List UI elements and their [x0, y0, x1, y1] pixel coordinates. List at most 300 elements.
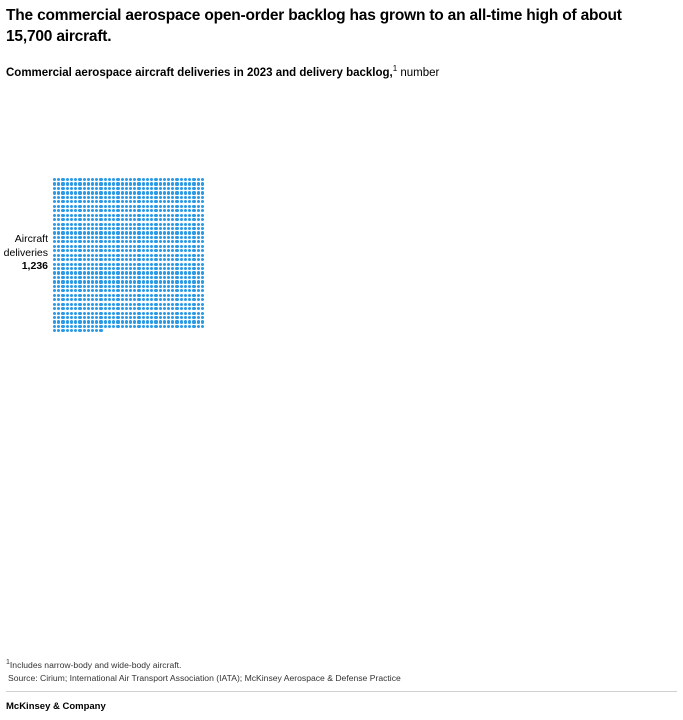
dot-unit	[87, 196, 90, 199]
dot-unit	[116, 187, 119, 190]
dot-unit	[163, 258, 166, 261]
dot-unit	[142, 254, 145, 257]
dot-unit	[83, 276, 86, 279]
dot-unit	[57, 191, 60, 194]
dot-unit	[201, 245, 204, 248]
chart-subtitle	[6, 66, 666, 81]
dot-unit	[108, 271, 111, 274]
dot-unit	[53, 289, 56, 292]
dot-unit	[171, 200, 174, 203]
dot-unit	[201, 267, 204, 270]
dot-unit	[70, 316, 73, 319]
dot-unit	[133, 227, 136, 230]
dot-unit	[175, 249, 178, 252]
dot-unit	[192, 312, 195, 315]
dot-unit	[137, 218, 140, 221]
dot-unit	[171, 285, 174, 288]
dot-unit	[91, 312, 94, 315]
dot-unit	[112, 271, 115, 274]
dot-unit	[142, 263, 145, 266]
dot-unit	[137, 178, 140, 181]
dot-unit	[121, 178, 124, 181]
dot-unit	[87, 285, 90, 288]
dot-unit	[192, 267, 195, 270]
dot-unit	[83, 329, 86, 332]
dot-unit	[142, 182, 145, 185]
dot-unit	[57, 294, 60, 297]
dot-unit	[116, 223, 119, 226]
dot-unit	[57, 209, 60, 212]
dot-unit	[201, 231, 204, 234]
dot-unit	[197, 196, 200, 199]
dot-unit	[175, 223, 178, 226]
dot-unit	[74, 200, 77, 203]
dot-unit	[129, 320, 132, 323]
dot-unit	[159, 289, 162, 292]
dot-unit	[108, 187, 111, 190]
dot-unit	[108, 312, 111, 315]
dot-unit	[142, 303, 145, 306]
dot-unit	[87, 178, 90, 181]
dot-unit	[104, 320, 107, 323]
dot-unit	[188, 205, 191, 208]
dot-unit	[87, 245, 90, 248]
dot-unit	[180, 312, 183, 315]
dot-unit	[167, 214, 170, 217]
dot-unit	[180, 316, 183, 319]
dot-unit	[57, 196, 60, 199]
dot-unit	[184, 303, 187, 306]
dot-unit	[171, 205, 174, 208]
dot-unit	[133, 187, 136, 190]
dot-unit	[192, 191, 195, 194]
dot-unit	[146, 231, 149, 234]
dot-unit	[154, 320, 157, 323]
dot-unit	[53, 307, 56, 310]
dot-unit	[163, 289, 166, 292]
dot-unit	[95, 209, 98, 212]
dot-unit	[154, 205, 157, 208]
dot-unit	[74, 271, 77, 274]
dot-unit	[70, 187, 73, 190]
dot-unit	[129, 191, 132, 194]
dot-unit	[66, 316, 69, 319]
dot-unit	[125, 267, 128, 270]
dot-unit	[66, 276, 69, 279]
dot-unit	[150, 258, 153, 261]
dot-unit	[104, 182, 107, 185]
dot-unit	[74, 258, 77, 261]
dot-unit	[66, 285, 69, 288]
dot-unit	[83, 249, 86, 252]
dot-unit	[180, 294, 183, 297]
dot-unit	[121, 196, 124, 199]
dot-unit	[108, 303, 111, 306]
dot-unit	[150, 240, 153, 243]
dot-unit	[121, 294, 124, 297]
dot-unit	[201, 258, 204, 261]
dot-unit	[192, 320, 195, 323]
dot-unit	[104, 294, 107, 297]
dot-unit	[57, 214, 60, 217]
dot-unit	[167, 209, 170, 212]
dot-unit	[163, 276, 166, 279]
dot-unit	[142, 187, 145, 190]
dot-unit	[108, 280, 111, 283]
dot-unit	[137, 209, 140, 212]
dot-unit	[184, 316, 187, 319]
dot-unit	[125, 209, 128, 212]
dot-unit	[116, 209, 119, 212]
dot-unit	[87, 187, 90, 190]
dot-unit	[154, 249, 157, 252]
dot-unit	[180, 245, 183, 248]
dot-unit	[61, 329, 64, 332]
dot-unit	[192, 182, 195, 185]
dot-unit	[53, 231, 56, 234]
dot-unit	[184, 240, 187, 243]
dot-unit	[104, 325, 107, 328]
dot-unit	[150, 236, 153, 239]
dot-unit	[154, 200, 157, 203]
dot-unit	[192, 236, 195, 239]
dot-unit	[66, 218, 69, 221]
dot-unit	[108, 289, 111, 292]
dot-unit	[142, 205, 145, 208]
dot-unit	[104, 178, 107, 181]
dot-unit	[95, 196, 98, 199]
dot-unit	[112, 289, 115, 292]
dot-unit	[70, 245, 73, 248]
dot-unit	[150, 205, 153, 208]
dot-unit	[154, 231, 157, 234]
dot-unit	[57, 316, 60, 319]
dot-unit	[57, 249, 60, 252]
dot-unit	[53, 329, 56, 332]
dot-unit	[53, 303, 56, 306]
dot-unit	[74, 227, 77, 230]
dot-unit	[197, 271, 200, 274]
dot-unit	[192, 249, 195, 252]
dot-unit	[154, 271, 157, 274]
dot-unit	[112, 240, 115, 243]
dot-unit	[87, 329, 90, 332]
dot-unit	[133, 271, 136, 274]
dot-unit	[61, 312, 64, 315]
dot-unit	[137, 187, 140, 190]
dot-unit	[129, 294, 132, 297]
dot-unit	[184, 231, 187, 234]
dot-unit	[129, 280, 132, 283]
dot-unit	[201, 200, 204, 203]
dot-unit	[137, 182, 140, 185]
dot-unit	[121, 182, 124, 185]
dot-unit	[66, 249, 69, 252]
dot-unit	[154, 267, 157, 270]
dot-unit	[201, 227, 204, 230]
dot-unit	[74, 298, 77, 301]
dot-unit	[192, 276, 195, 279]
dot-unit	[133, 316, 136, 319]
dot-unit	[70, 258, 73, 261]
dot-unit	[70, 249, 73, 252]
dot-unit	[184, 267, 187, 270]
dot-unit	[61, 307, 64, 310]
dot-unit	[99, 329, 102, 332]
dot-unit	[142, 258, 145, 261]
dot-unit	[150, 200, 153, 203]
dot-unit	[70, 254, 73, 257]
dot-unit	[159, 249, 162, 252]
dot-unit	[121, 320, 124, 323]
dot-unit	[74, 294, 77, 297]
dot-unit	[129, 218, 132, 221]
dot-unit	[91, 214, 94, 217]
dot-unit	[180, 325, 183, 328]
dot-unit	[192, 307, 195, 310]
dot-unit	[66, 294, 69, 297]
dot-unit	[125, 223, 128, 226]
dot-unit	[95, 263, 98, 266]
dot-unit	[171, 236, 174, 239]
dot-unit	[154, 182, 157, 185]
dot-unit	[201, 223, 204, 226]
dot-unit	[57, 254, 60, 257]
dot-unit	[95, 329, 98, 332]
dot-unit	[125, 280, 128, 283]
dot-unit	[57, 285, 60, 288]
dot-unit	[142, 227, 145, 230]
dot-unit	[180, 258, 183, 261]
dot-unit	[61, 298, 64, 301]
dot-unit	[74, 325, 77, 328]
dot-unit	[116, 240, 119, 243]
dot-unit	[61, 205, 64, 208]
dot-unit	[175, 289, 178, 292]
dot-unit	[184, 276, 187, 279]
dot-unit	[188, 316, 191, 319]
dot-unit	[112, 280, 115, 283]
dot-unit	[95, 200, 98, 203]
dot-unit	[154, 280, 157, 283]
dot-unit	[150, 312, 153, 315]
dot-unit	[125, 205, 128, 208]
dot-unit	[104, 307, 107, 310]
dot-unit	[133, 289, 136, 292]
dot-unit	[142, 214, 145, 217]
dot-unit	[150, 178, 153, 181]
dot-unit	[150, 316, 153, 319]
dot-unit	[116, 196, 119, 199]
dot-unit	[188, 200, 191, 203]
dot-unit	[163, 178, 166, 181]
dot-unit	[95, 298, 98, 301]
dot-unit	[53, 218, 56, 221]
dot-unit	[188, 223, 191, 226]
dot-unit	[61, 316, 64, 319]
dot-unit	[66, 240, 69, 243]
dot-unit	[99, 267, 102, 270]
dot-unit	[201, 205, 204, 208]
dot-unit	[142, 316, 145, 319]
dot-unit	[125, 263, 128, 266]
dot-unit	[116, 249, 119, 252]
dot-unit	[137, 191, 140, 194]
dot-unit	[70, 223, 73, 226]
dot-unit	[175, 294, 178, 297]
dot-unit	[66, 245, 69, 248]
dot-unit	[87, 320, 90, 323]
dot-unit	[61, 209, 64, 212]
dot-unit	[133, 240, 136, 243]
dot-unit	[146, 271, 149, 274]
dot-unit	[95, 245, 98, 248]
dot-unit	[83, 178, 86, 181]
dot-unit	[91, 294, 94, 297]
dot-unit	[74, 249, 77, 252]
dot-unit	[112, 294, 115, 297]
dot-unit	[146, 209, 149, 212]
dot-unit	[129, 178, 132, 181]
dot-unit	[159, 271, 162, 274]
dot-unit	[95, 294, 98, 297]
dot-unit	[154, 325, 157, 328]
dot-unit	[74, 240, 77, 243]
dot-unit	[197, 187, 200, 190]
dot-unit	[167, 280, 170, 283]
dot-unit	[146, 245, 149, 248]
dot-unit	[108, 325, 111, 328]
dot-unit	[53, 267, 56, 270]
dot-unit	[150, 294, 153, 297]
dot-unit	[61, 249, 64, 252]
dot-unit	[83, 303, 86, 306]
dot-unit	[99, 245, 102, 248]
dot-unit	[150, 271, 153, 274]
dot-unit	[83, 240, 86, 243]
dot-unit	[83, 267, 86, 270]
dot-unit	[108, 307, 111, 310]
dot-unit	[180, 298, 183, 301]
dot-unit	[78, 178, 81, 181]
dot-unit	[66, 205, 69, 208]
dot-unit	[87, 191, 90, 194]
dot-unit	[201, 218, 204, 221]
dot-unit	[104, 227, 107, 230]
dot-unit	[192, 289, 195, 292]
dot-unit	[150, 320, 153, 323]
dot-unit	[104, 316, 107, 319]
dot-unit	[180, 187, 183, 190]
dot-unit	[112, 312, 115, 315]
dot-unit	[112, 285, 115, 288]
dot-unit	[104, 280, 107, 283]
dot-unit	[112, 325, 115, 328]
dot-unit	[99, 303, 102, 306]
dot-unit	[53, 320, 56, 323]
dot-unit	[121, 307, 124, 310]
dot-unit	[137, 214, 140, 217]
dot-unit	[163, 214, 166, 217]
dot-unit	[175, 227, 178, 230]
dot-unit	[53, 271, 56, 274]
dot-unit	[175, 245, 178, 248]
dot-unit	[188, 325, 191, 328]
dot-unit	[70, 182, 73, 185]
dot-unit	[188, 182, 191, 185]
dot-unit	[116, 267, 119, 270]
dot-unit	[163, 218, 166, 221]
dot-unit	[104, 263, 107, 266]
dot-unit	[91, 276, 94, 279]
dot-unit	[66, 178, 69, 181]
dot-unit	[197, 263, 200, 266]
dot-unit	[146, 191, 149, 194]
dot-unit	[104, 200, 107, 203]
dot-unit	[137, 196, 140, 199]
dot-unit	[57, 320, 60, 323]
dot-unit	[66, 196, 69, 199]
series-label-line2: deliveries	[3, 246, 48, 259]
dot-unit	[197, 209, 200, 212]
dot-unit	[99, 182, 102, 185]
dot-unit	[150, 227, 153, 230]
dot-unit	[83, 285, 86, 288]
dot-unit	[146, 298, 149, 301]
dot-unit	[175, 209, 178, 212]
dot-unit	[163, 285, 166, 288]
dot-unit	[167, 267, 170, 270]
dot-unit	[167, 240, 170, 243]
dot-unit	[83, 298, 86, 301]
dot-unit	[61, 196, 64, 199]
dot-unit	[57, 227, 60, 230]
dot-unit	[171, 245, 174, 248]
dot-unit	[116, 289, 119, 292]
dot-unit	[180, 223, 183, 226]
dot-unit	[163, 191, 166, 194]
dot-unit	[192, 303, 195, 306]
dot-unit	[91, 200, 94, 203]
dot-unit	[154, 209, 157, 212]
dot-unit	[163, 312, 166, 315]
dot-unit	[150, 303, 153, 306]
dot-unit	[74, 191, 77, 194]
footnote-marker: 1	[6, 659, 10, 667]
dot-unit	[167, 187, 170, 190]
dot-unit	[116, 303, 119, 306]
dot-unit	[70, 231, 73, 234]
dot-unit	[159, 325, 162, 328]
dot-unit	[125, 298, 128, 301]
dot-unit	[66, 187, 69, 190]
dot-unit	[121, 200, 124, 203]
dot-unit	[188, 271, 191, 274]
dot-unit	[116, 258, 119, 261]
dot-unit	[133, 285, 136, 288]
subtitle-footnote-marker: 1	[392, 64, 398, 74]
dot-unit	[159, 240, 162, 243]
dot-matrix	[53, 178, 205, 336]
dot-unit	[180, 285, 183, 288]
dot-unit	[116, 218, 119, 221]
dot-unit	[171, 312, 174, 315]
dot-unit	[159, 214, 162, 217]
dot-unit	[192, 245, 195, 248]
dot-unit	[70, 312, 73, 315]
dot-unit	[146, 325, 149, 328]
dot-unit	[180, 178, 183, 181]
